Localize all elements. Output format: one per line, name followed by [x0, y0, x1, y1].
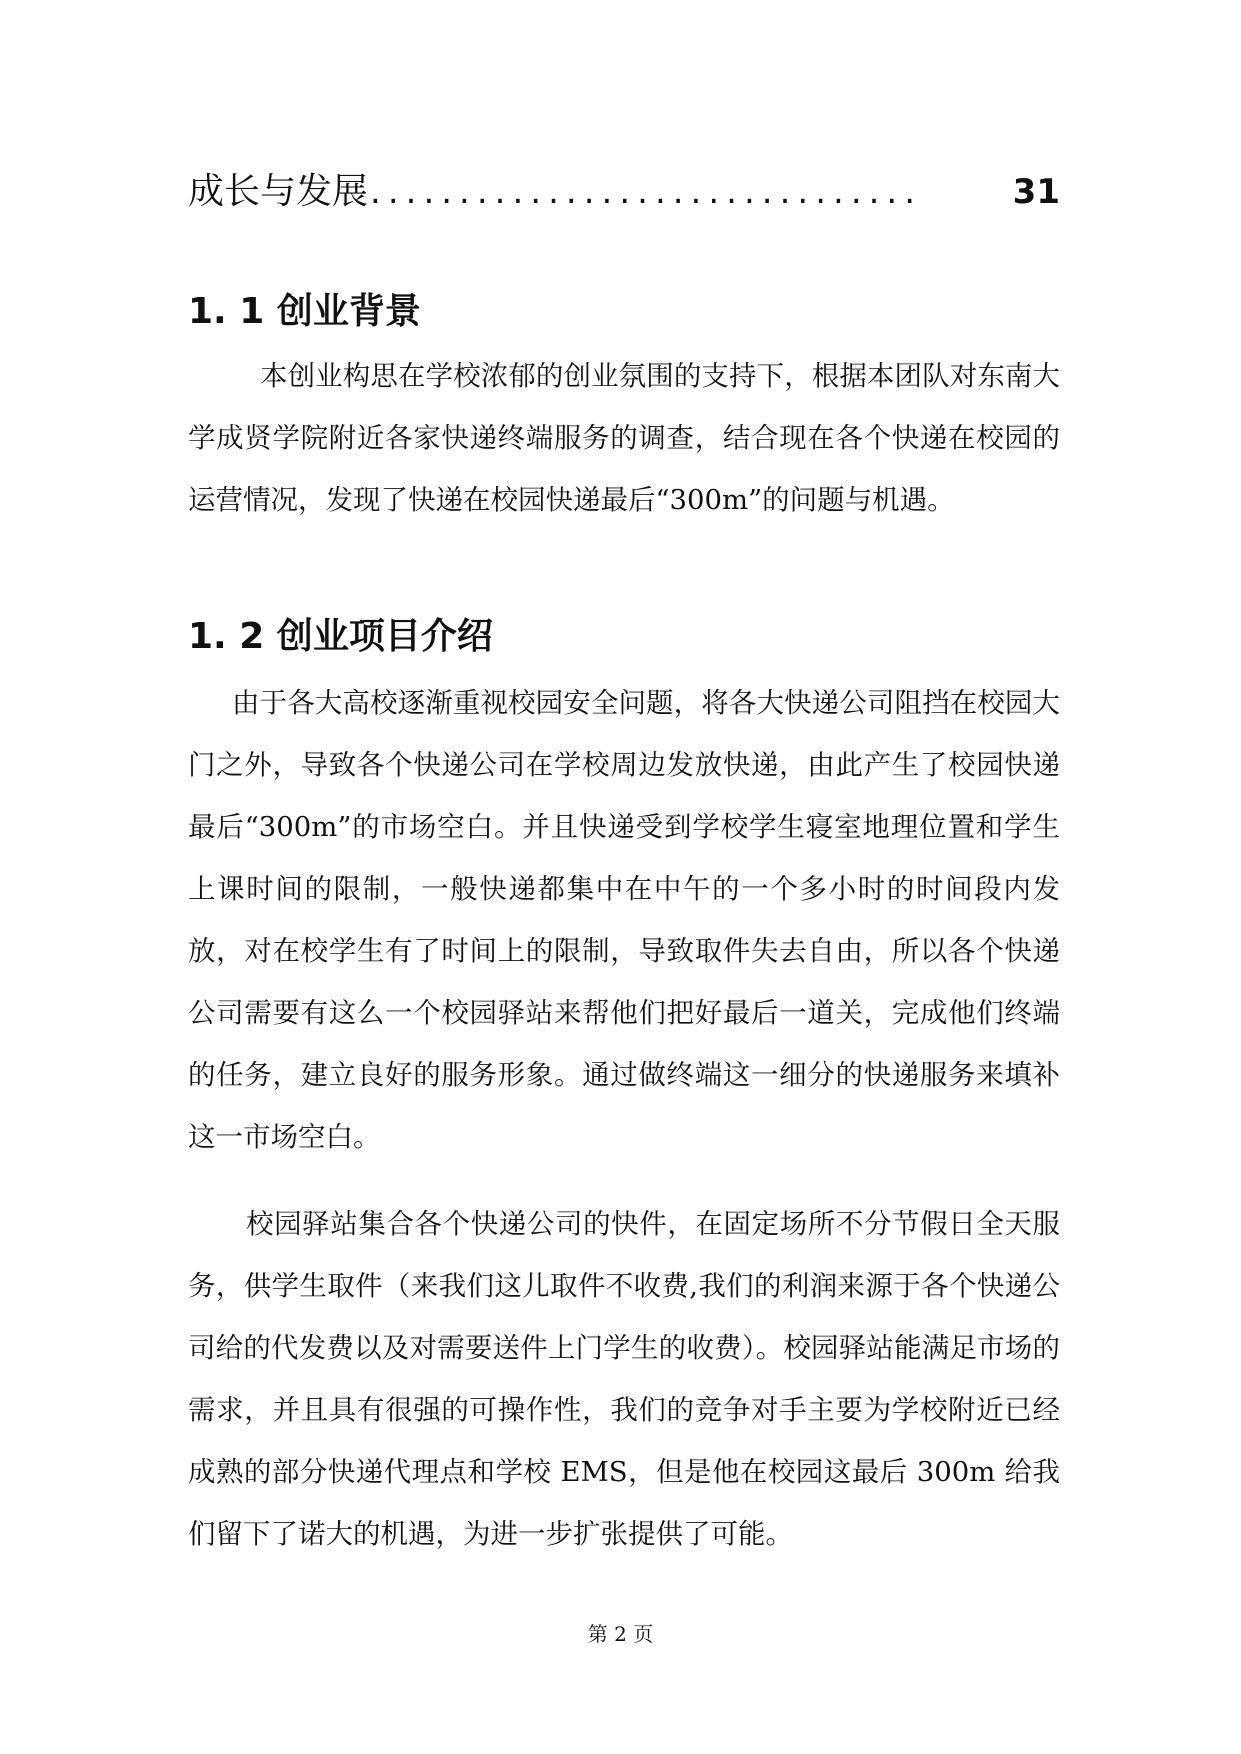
- paragraph-project-intro-2: 校园驿站集合各个快递公司的快件，在固定场所不分节假日全天服务，供学生取件（来我们这儿取件不收费,我们的利润来源于各个快递公司给的代发费以及对需要送件上门学生的收费）。校园驿站能满足市场的需求，并且具有很强的可操作性，我们的竞争对手主要为学校附近已经成熟的部分快递代理点和学校 EMS，但是他在校园这最后 300m 给我们留下了诺大的机遇，为进一步扩张提供了可能。: [188, 1208, 1060, 1550]
- paragraph-background: 本创业构思在学校浓郁的创业氛围的支持下，根据本团队对东南大学成贤学院附近各家快递终端服务的调查，结合现在各个快递在校园的运营情况，发现了快递在校园快递最后“300m”的问题与机遇。: [188, 360, 1060, 516]
- page-footer: 第 2 页: [587, 1622, 654, 1646]
- toc-entry-title: 成长与发展: [188, 171, 369, 212]
- toc-entry: [188, 158, 1060, 214]
- toc-page-number: 31: [1012, 172, 1060, 212]
- section-heading-background: 1. 1 创业背景: [188, 291, 421, 332]
- section-heading-project-intro: 1. 2 创业项目介绍: [188, 616, 493, 657]
- toc-leader-dots: ...............................: [370, 172, 923, 212]
- paragraph-project-intro-1: 由于各大高校逐渐重视校园安全问题，将各大快递公司阻挡在校园大门之外，导致各个快递公司在学校周边发放快递，由此产生了校园快递最后“300m”的市场空白。并且快递受到学校学生寝室地理位置和学生上课时间的限制，一般快递都集中在中午的一个多小时的时间段内发放，对在校学生有了时间上的限制，导致取件失去自由，所以各个快递公司需要有这么一个校园驿站来帮他们把好最后一道关，完成他们终端的任务，建立良好的服务形象。通过做终端这一细分的快递服务来填补这一市场空白。: [188, 687, 1060, 1153]
